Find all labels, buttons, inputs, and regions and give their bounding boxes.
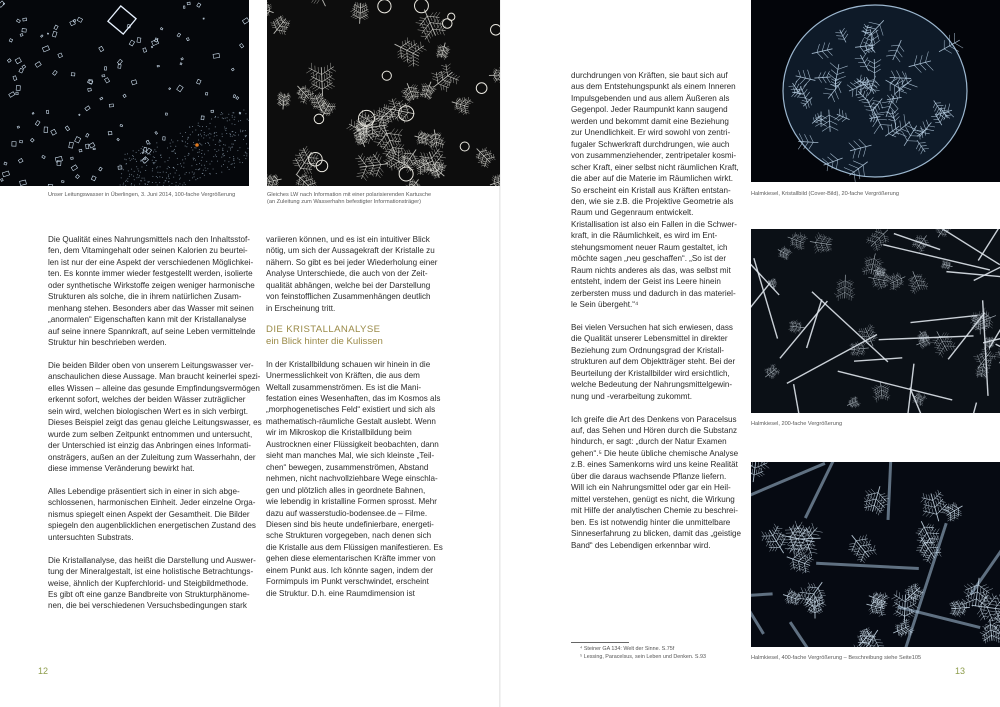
paragraph [571,322,751,402]
text-line: entsteht, indem der Geist ins Leere hinein [571,277,721,287]
caption-line: (an Zuleitung zum Wasserhahn befestigter Informationsträger) [267,199,422,205]
text-line: gehen diese elementarischen Kräfte immer von [266,554,436,564]
text-line: variieren können, und es ist ein intuitiver Blick [266,235,430,244]
text-line: Bei vielen Versuchen hat sich erwiesen, dass [571,322,733,332]
text-line: den, wie sie z.B. die Projektive Geometrie als [571,196,734,206]
text-line: qualität abhängen, welche bei der Darstellung [266,280,431,290]
text-line: „morphogenetisches Feld“ existiert und sich als [266,405,436,415]
text-column-1 [48,234,263,612]
text-line: kraft, in die Räumlichkeit, es wird im Ent- [571,231,718,241]
text-line: le Sein übergeht.“⁴ [571,300,639,310]
text-line: der Unterschied ist einzig das Anbringen eines Informati- [48,441,251,451]
text-line: ten. Es konnte immer wieder festgestellt werden, isolierte [48,269,253,279]
text-line: nähern. So gibt es bei jeder Wiederholung einer [266,257,438,267]
text-line: Strukturen als solche, die in ihrem natürlichen Zusam- [48,292,242,302]
text-line: sche Strukturen vorgegeben, nach denen sich [266,531,432,541]
caption-line: Gleiches LW nach Information mit einer polarisierenden Kartusche [267,192,432,198]
text-line: mathematisch-räumliche Gestalt auslebt. Wenn [266,416,436,426]
text-line: Die Kristallanalyse, das heißt die Darstellung und Auswer- [48,555,256,565]
footnote-5: ⁵ Lessing, Paracelsus, sein Leben und Denken. S.93 [580,653,707,660]
text-line: Formimpuls im Punkt verschwindet, erscheint [266,577,429,587]
text-line: die Struktur. D.h. eine Raumdimension ist [266,588,415,598]
text-line: nen, die bei verschiedenen Versuchsbedingungen stark [48,601,247,611]
text-line: einem Punkt aus. Ich könnte sagen, indem der [266,565,433,575]
text-line: welche Bedeutung der Nahrungsmittelgewin- [571,380,733,390]
text-line: z.B. eines Samenkorns wird uns keine Realität [571,460,738,470]
text-line: mittel verstehen, genügt es nicht, die Wirkung [571,494,735,504]
text-line: spiegeln den augenblicklichen energetischen Zustand des [48,521,256,531]
text-line: onsträgers, außen an der Zuleitung zum Wasserhahn, der [48,452,256,462]
text-line: wir im Mikroskop die Kristallbildung beim [266,428,412,438]
text-line: Weltall zusammenströmen. Es ist die Mani- [266,382,422,392]
text-line: tung der Mineralgestalt, ist eine holistische Betrachtungs- [48,567,254,577]
text-line: chen“ bewegen, zusammenströmen, Abstand [266,462,429,472]
text-line: sieht man manches Mal, wie sich kleinste „Teil- [266,451,435,461]
text-line: Es gibt oft eine ganze Bandbreite von Strukturphänome- [48,590,250,599]
text-line: elles Wissen – alleine das gesunde Empfindungsvermögen [48,383,260,393]
text-line: sein wird, welchen biologischen Wert es in sich verbirgt. [48,406,249,416]
text-line: mit Hilfe der analytischen Chemie zu beschrei- [571,506,738,516]
text-line: Struktur hin beschrieben werden. [48,338,167,348]
caption-photo-tapwater-informed [267,192,431,206]
text-line: Raum nichts anderes als das, was selbst mit [571,265,731,275]
text-line: auf seine innere Spannkraft, auf seine Leben vermittelnde [48,326,256,336]
text-line: von zusammenziehender, zentripetaler kosmi- [571,151,737,161]
caption-photo-tapwater-untreated: Unser Leitungswasser in Überlingen, 3. Juni 2014, 100-fache Vergrößerung [48,192,236,198]
text-line: diese immense Veränderung bewirkt hat. [48,464,195,474]
text-line: stehungsmoment neuer Raum gestaltet, ich [571,242,728,252]
text-line: schlossenen, harmonischen Einheit. Jeder einzelne Orga- [48,498,256,508]
text-line: Gegenpol. Jeder Raumpunkt kann saugend [571,105,728,115]
text-line: in Erscheinung tritt. [266,303,336,313]
text-line: Sinneserfahrung zu blicken, damit das „geistige [571,529,742,539]
caption-photo-crystal-400x: Halmkiesel, 400-fache Vergrößerung – Beschreibung siehe Seite105 [751,655,922,661]
text-line: Beurteilung der Kristallbilder wird ersichtlich, [571,368,730,378]
text-line: über die daraus wachsende Pflanze liefern. [571,471,727,481]
text-line: scher Kraft, einer selbst nicht räumlichen Kraft, [571,162,739,172]
page-number-left: 12 [38,666,49,676]
text-line: die aber auf die Materie im Räumlichen wirkt. [571,174,733,184]
text-line: zerbersten muss und dadurch in das materiel- [571,288,736,298]
text-line: strukturen auf dem Objektträger steht. Bei der [571,357,736,367]
text-line: fen, dem Vitamingehalt oder seinen Kalorien zu beurtei- [48,246,248,256]
text-line: wurde zum selben Zeitpunkt entnommen und untersucht, [48,429,253,439]
text-line: aus dem Entstehungspunkt als einem Inneren [571,82,736,92]
text-line: nötig, um sich der Aussagekraft der Kristalle zu [266,246,435,256]
paragraph [48,486,263,543]
footnote-divider [571,642,629,643]
footnote-4: ⁴ Steiner GA 134: Welt der Sinne. S.75f [580,646,675,652]
text-line: Diesen sind bis heute undefinierbare, energeti- [266,519,434,529]
heading-subtitle: ein Blick hinter die Kulissen [266,336,383,348]
text-line: len ist nur der eine Aspekt der verschiedenen Möglichkei- [48,257,254,267]
text-line: nehmen, nicht nachvollziehbare Wege einschla- [266,474,438,484]
text-line: Dieses Beispiel zeigt das genau gleiche Leitungswasser, es [48,418,262,428]
text-line: von feinstofflichen Zusammenhängen deutlich [266,292,431,302]
text-line: werden und bekommt damit eine Beziehung [571,116,729,126]
text-line: durchdrungen von Kräften, sie baut sich auf [571,71,728,80]
text-line: anschaulichen diese Aussage. Man braucht keinerlei spezi- [48,372,261,382]
photo-tapwater-informed [267,0,500,186]
photo-crystal-200x [751,229,1000,413]
text-line: Beziehung zum Ordnungsgrad der Kristall- [571,345,724,355]
paragraph [48,234,263,349]
text-line: Analyse Unterschiede, die auch von der Zeit- [266,269,428,279]
text-line: zur Unendlichkeit. Er wird sowohl von zentri- [571,128,731,138]
text-line: fugaler Schwerkraft durchdrungen, wie auch [571,139,730,149]
paragraph [266,234,481,314]
text-line: weise, ähnlich der Kupferchlorid- und Steigbildmethode. [48,578,249,588]
text-line: Die beiden Bilder oben von unserem Leitungswasser ver- [48,360,254,370]
text-line: oder synthetische Wirkstoffe zeigen weniger harmonische [48,280,255,290]
caption-photo-crystal-200x: Halmkiesel, 200-fache Vergrößerung [751,421,843,427]
text-line: erkennt sofort, welches der beiden Wässer zuträglicher [48,395,246,405]
text-line: Alles Lebendige präsentiert sich in einer in sich abge- [48,486,240,496]
text-line: wie lebendig in kristalline Formen sprosst. Mehr [266,497,437,507]
text-line: Ich greife die Art des Denkens von Paracelsus [571,414,737,424]
paragraph [571,70,751,311]
caption-photo-crystal-disc: Halmkiesel, Kristallbild (Cover-Bild), 20-fache Vergrößerung [751,191,899,197]
text-line: menhang stehen. Besonders aber das Wasser mit seinen [48,303,254,313]
paragraph [266,359,481,600]
text-line: Will ich ein Nahrungsmittel oder gar ein Heil- [571,483,731,493]
heading-title: DIE KRISTALLANALYSE [266,323,381,335]
photo-crystal-disc [751,0,1000,182]
text-line: In der Kristallbildung schauen wir hinein in die [266,359,431,369]
text-line: nismus spiegelt einen Aspekt der Gesamtheit. Die Bilder [48,509,250,519]
text-line: Unermesslichkeit von Kräften, die aus dem [266,371,420,381]
photo-tapwater-untreated [0,0,249,186]
text-line: festation eines Wesenhaften, das im Kosmos als [266,393,441,403]
text-line: Austrocknen einer Flüssigkeit beobachten, dann [266,439,439,449]
section-heading [266,324,481,349]
paragraph [48,360,263,475]
paragraph [571,414,751,551]
text-column-2 [266,234,481,599]
text-line: möchte sagen „neu geschaffen“. „So ist der [571,254,727,264]
text-line: dazu auf wasserstudio-bodensee.de – Filme. [266,508,428,518]
text-line: Band“ des Lebendigen erkennbar wird. [571,540,711,550]
text-line: Kristallisation ist also ein Fallen in die Schwer- [571,219,737,229]
text-line: So erscheint ein Kristall aus Kräften entstan- [571,185,731,195]
text-line: Raum und Gegenraum entwickelt. [571,208,694,218]
text-column-3 [571,70,751,551]
text-line: Die Qualität eines Nahrungsmittels nach den Inhaltsstof- [48,235,250,244]
paragraph [48,555,263,612]
text-line: untersuchten Substrats. [48,532,134,542]
text-line: gehen“.⁵ Die heute übliche chemische Analyse [571,448,739,458]
text-line: nung und -verarbeitung zukommt. [571,391,693,401]
photo-crystal-400x [751,462,1000,647]
text-line: „anormalen“ Eigenschaften kann mit der Kristallanalyse [48,315,247,325]
text-line: die Kristalle aus dem Flüssigen manifestieren. Es [266,542,443,552]
text-line: gen und plötzlich alles in geordnete Bahnen, [266,485,426,495]
page-number-right: 13 [955,666,966,676]
text-line: die Qualität unserer Lebensmittel in direkter [571,334,728,344]
text-line: Impulsgebenden und aus allem Äußeren als [571,93,730,103]
text-line: ben. Es ist notwendig hinter die unmittelbare [571,517,731,527]
footnotes [580,646,706,661]
text-line: hindurch, er sagt: „durch der Natur Examen [571,437,727,447]
text-line: auf, das Sehen und Hören durch die Substanz [571,426,738,436]
